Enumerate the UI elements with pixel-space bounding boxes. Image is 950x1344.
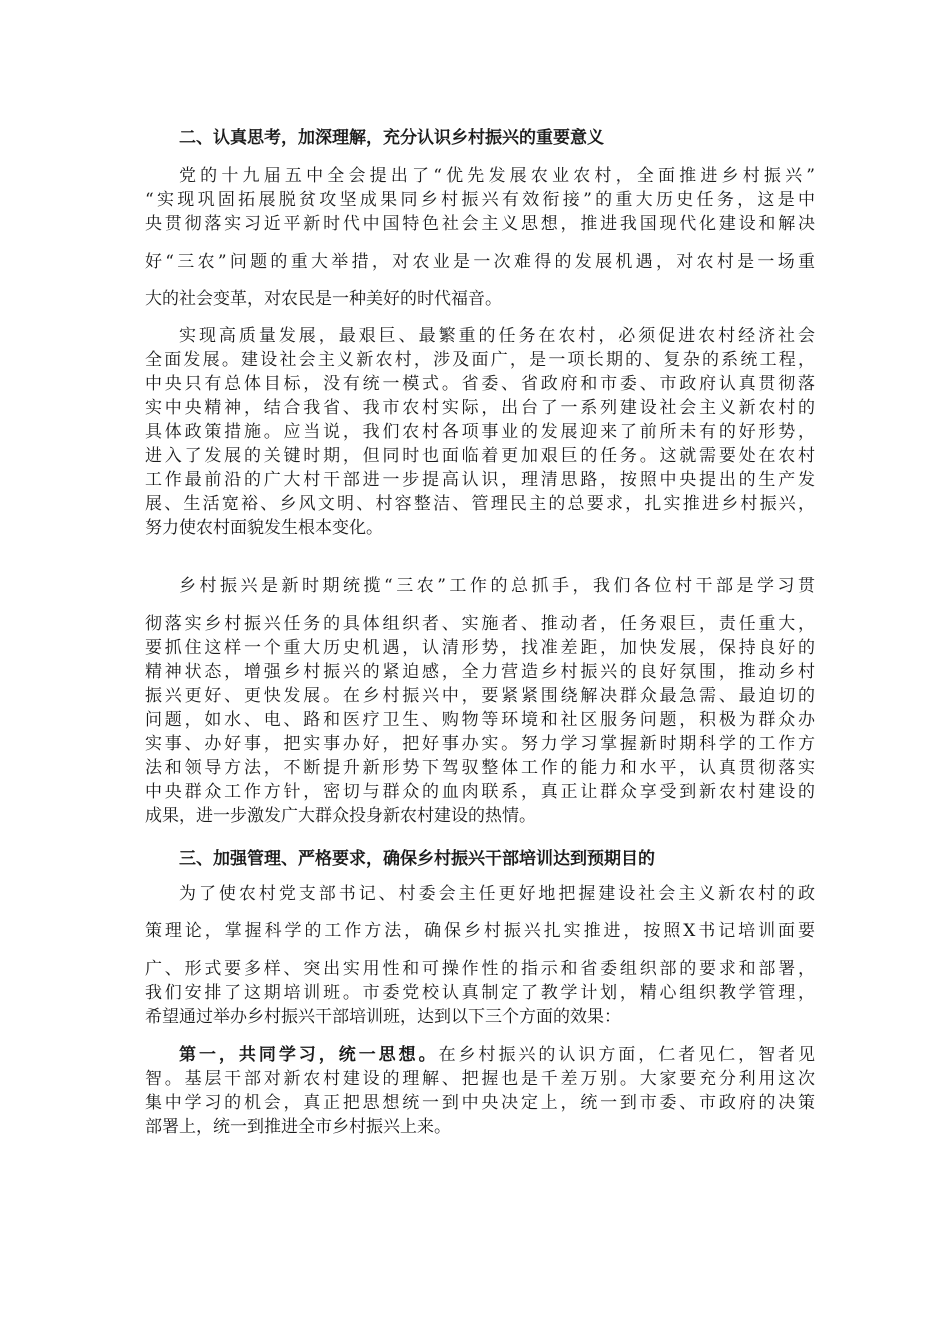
heading-text: 二、认真思考，加深理解，充分认识乡村振兴的重要意义: [179, 128, 604, 148]
text-line: 中央只有总体目标，没有统一模式。省委、省政府和市委、市政府认真贯彻落: [145, 374, 815, 394]
text-line: 精神状态，增强乡村振兴的紧迫感，全力营造乡村振兴的良好氛围，推动乡村: [145, 662, 815, 682]
paragraph: [145, 1043, 815, 1139]
text-line: 党的十九届五中全会提出了“优先发展农业农村，全面推进乡村振兴”: [179, 166, 815, 186]
heading-text: 三、加强管理、严格要求，确保乡村振兴干部培训达到预期目的: [179, 849, 655, 869]
paragraph-continued: [145, 612, 815, 828]
text-line: 大的社会变革，对农民是一种美好的时代福音。: [145, 289, 502, 309]
text-line: 央贯彻落实习近平新时代中国特色社会主义思想，推进我国现代化建设和解决: [145, 214, 815, 234]
text-line: 法和领导方法，不断提升新形势下驾驭整体工作的能力和水平，认真贯彻落实: [145, 758, 815, 778]
text-line: 广、形式要多样、突出实用性和可操作性的指示和省委组织部的要求和部署，: [145, 959, 815, 979]
lead-continuation: 在乡村振兴的认识方面，仁者见仁，智者见: [438, 1045, 815, 1065]
text-line: 具体政策措施。应当说，我们农村各项事业的发展迎来了前所未有的好形势，: [145, 422, 815, 442]
text-line: [145, 1043, 815, 1067]
paragraph: [145, 324, 815, 540]
text-line: 智。基层干部对新农村建设的理解、把握也是千差万别。大家要充分利用这次: [145, 1069, 815, 1089]
text-line: 好“三农”问题的重大举措，对农业是一次难得的发展机遇，对农村是一场重: [145, 252, 815, 272]
text-line: 实事、办好事，把实事办好，把好事办实。努力学习掌握新时期科学的工作方: [145, 734, 815, 754]
text-line: 成果，进一步激发广大群众投身新农村建设的热情。: [145, 806, 536, 826]
section-heading: [145, 126, 815, 150]
section-heading: [145, 847, 815, 871]
text-line: 工作最前沿的广大村干部进一步提高认识，理清思路，按照中央提出的生产发: [145, 470, 815, 490]
text-line: 振兴更好、更快发展。在乡村振兴中，要紧紧围绕解决群众最急需、最迫切的: [145, 686, 815, 706]
text-line: 进入了发展的关键时期，但同时也面临着更加艰巨的任务。这就需要处在农村: [145, 446, 815, 466]
text-line: 问题，如水、电、路和医疗卫生、购物等环境和社区服务问题，积极为群众办: [145, 710, 815, 730]
text-line: 希望通过举办乡村振兴干部培训班，达到以下三个方面的效果：: [145, 1007, 621, 1027]
text-line: 要抓住这样一个重大历史机遇，认清形势，找准差距，加快发展，保持良好的: [145, 638, 815, 658]
text-line: 实中央精神，结合我省、我市农村实际，出台了一系列建设社会主义新农村的: [145, 398, 815, 418]
text-line: 全面发展。建设社会主义新农村，涉及面广，是一项长期的、复杂的系统工程，: [145, 350, 815, 370]
text-line: 中央群众工作方针，密切与群众的血肉联系，真正让群众享受到新农村建设的: [145, 782, 815, 802]
paragraph: [145, 574, 815, 598]
text-line: 彻落实乡村振兴任务的具体组织者、实施者、推动者，任务艰巨，责任重大，: [145, 614, 815, 634]
text-line: “实现巩固拓展脱贫攻坚成果同乡村振兴有效衔接”的重大历史任务，这是中: [145, 190, 815, 210]
text-line: 乡村振兴是新时期统揽“三农”工作的总抓手，我们各位村干部是学习贯: [179, 576, 815, 596]
text-line: 集中学习的机会，真正把思想统一到中央决定上，统一到市委、市政府的决策: [145, 1093, 815, 1113]
text-line: 我们安排了这期培训班。市委党校认真制定了教学计划，精心组织教学管理，: [145, 983, 815, 1003]
text-line: 努力使农村面貌发生根本变化。: [145, 518, 383, 538]
text-line: 为了使农村党支部书记、村委会主任更好地把握建设社会主义新农村的政: [179, 884, 815, 904]
text-line: 策理论，掌握科学的工作方法，确保乡村振兴扎实推进，按照X书记培训面要: [145, 921, 815, 941]
text-line: 实现高质量发展，最艰巨、最繁重的任务在农村，必须促进农村经济社会: [179, 326, 815, 346]
text-line: 展、生活宽裕、乡风文明、村容整洁、管理民主的总要求，扎实推进乡村振兴，: [145, 494, 815, 514]
lead-phrase: 第一，共同学习，统一思想。: [179, 1045, 439, 1065]
text-line: 部署上，统一到推进全市乡村振兴上来。: [145, 1117, 451, 1137]
